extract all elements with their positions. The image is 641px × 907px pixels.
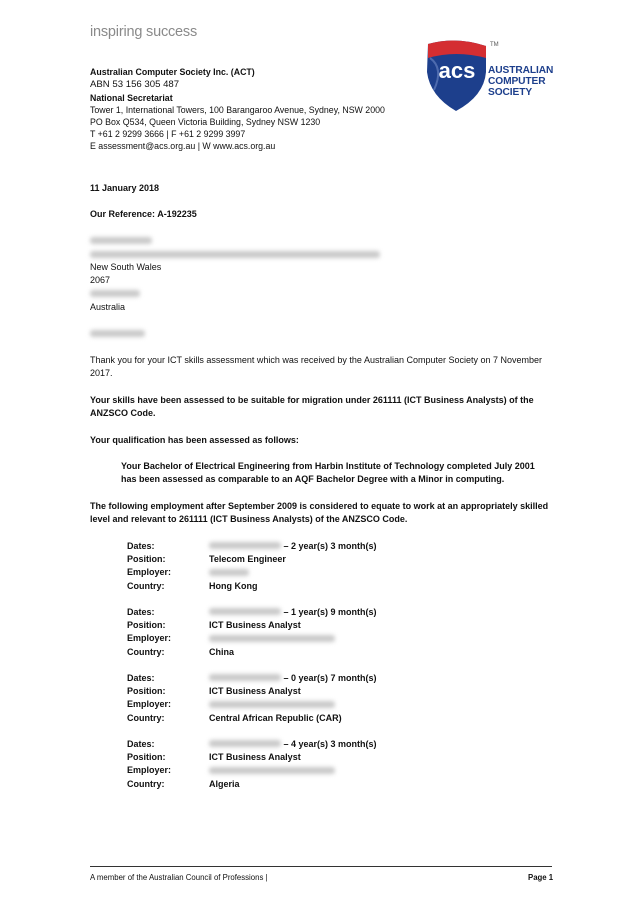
acs-logo — [424, 38, 564, 114]
duration: – 4 year(s) 3 month(s) — [283, 738, 377, 749]
duration: – 1 year(s) 9 month(s) — [283, 606, 377, 617]
acs-mark: acs — [438, 58, 476, 83]
letter-date: 11 January 2018 — [90, 183, 160, 193]
position-value: ICT Business Analyst — [209, 619, 301, 630]
position-label: Position: — [127, 619, 166, 630]
outcome-paragraph: Your skills have been assessed to be suitable for migration under 261111 (ICT Business Analysts) of the ANZSCO Code. — [90, 395, 534, 418]
qualification-detail: Your Bachelor of Electrical Engineering from Harbin Institute of Technology completed July 2001 has been assessed as comparable to an AQF Bachelor Degree with a Minor in computing. — [121, 461, 535, 484]
dates-label: Dates: — [127, 540, 155, 551]
redacted-employer — [209, 635, 335, 642]
acs-shield-icon — [424, 38, 488, 112]
secretariat-heading: National Secretariat — [90, 93, 173, 103]
recipient-name — [90, 236, 152, 245]
position-label: Position: — [127, 553, 166, 564]
qualification-heading: Your qualification has been assessed as follows: — [90, 435, 299, 445]
tagline: inspiring success — [90, 24, 198, 40]
salutation — [90, 329, 145, 338]
position-label: Position: — [127, 685, 166, 696]
country-label: Country: — [127, 580, 165, 591]
employer-label: Employer: — [127, 567, 172, 578]
employment-intro: The following employment after September 2009 is considered to equate to work at an appropriately skilled level and relevant to 261111 (ICT Business Analysts) of the ANZSCO Code. — [90, 501, 549, 524]
position-label: Position: — [127, 751, 166, 762]
employment-entry-3 — [127, 671, 377, 724]
footer-membership: A member of the Australian Council of Professions | — [90, 873, 268, 882]
recipient-country: Australia — [90, 302, 126, 312]
country-value: Hong Kong — [209, 580, 258, 591]
recipient-suburb — [90, 289, 140, 298]
employment-entry-1 — [127, 539, 377, 592]
redacted-salutation — [90, 330, 145, 337]
position-value: ICT Business Analyst — [209, 751, 301, 762]
redacted-address — [90, 251, 380, 258]
org-name: Australian Computer Society Inc. (ACT) — [90, 67, 255, 77]
employer-label: Employer: — [127, 699, 172, 710]
redacted-dates — [209, 674, 281, 681]
recipient-state: New South Wales — [90, 262, 162, 272]
redacted-employer — [209, 569, 249, 576]
employer-label: Employer: — [127, 633, 172, 644]
redacted-employer — [209, 701, 335, 708]
country-label: Country: — [127, 646, 165, 657]
dates-label: Dates: — [127, 672, 155, 683]
position-value: Telecom Engineer — [209, 553, 286, 564]
logo-word-1: AUSTRALIAN — [488, 65, 554, 76]
recipient-postcode: 2067 — [90, 275, 111, 285]
redacted-dates — [209, 608, 281, 615]
country-value: China — [209, 646, 235, 657]
phone-fax: T +61 2 9299 3666 | F +61 2 9299 3997 — [90, 129, 246, 139]
dates-label: Dates: — [127, 738, 155, 749]
employment-entry-2 — [127, 605, 377, 658]
employment-entry-4 — [127, 737, 377, 790]
redacted-dates — [209, 542, 281, 549]
country-label: Country: — [127, 712, 165, 723]
trademark: TM — [490, 42, 499, 48]
footer-divider — [90, 866, 552, 867]
reference: Our Reference: A-192235 — [90, 209, 197, 219]
country-value: Central African Republic (CAR) — [209, 712, 342, 723]
duration: – 0 year(s) 7 month(s) — [283, 672, 377, 683]
dates-label: Dates: — [127, 606, 155, 617]
address-line-2: PO Box Q534, Queen Victoria Building, Sydney NSW 1230 — [90, 117, 321, 127]
recipient-address — [90, 250, 380, 259]
logo-wordmark — [488, 65, 553, 98]
position-value: ICT Business Analyst — [209, 685, 301, 696]
page-number: Page 1 — [528, 873, 554, 882]
country-value: Algeria — [209, 778, 240, 789]
redacted-dates — [209, 740, 281, 747]
redacted-employer — [209, 767, 335, 774]
redacted-name — [90, 237, 152, 244]
duration: – 2 year(s) 3 month(s) — [283, 540, 377, 551]
abn: ABN 53 156 305 487 — [90, 79, 180, 90]
country-label: Country: — [127, 778, 165, 789]
employer-label: Employer: — [127, 765, 172, 776]
intro-paragraph: Thank you for your ICT skills assessment which was received by the Australian Computer Society on 7 November 2017. — [90, 355, 543, 378]
organisation-details — [90, 66, 385, 152]
logo-word-3: SOCIETY — [488, 87, 533, 98]
logo-word-2: COMPUTER — [488, 76, 546, 87]
address-line-1: Tower 1, International Towers, 100 Barangaroo Avenue, Sydney, NSW 2000 — [90, 105, 385, 115]
redacted-suburb — [90, 290, 140, 297]
email-web: E assessment@acs.org.au | W www.acs.org.au — [90, 141, 276, 151]
